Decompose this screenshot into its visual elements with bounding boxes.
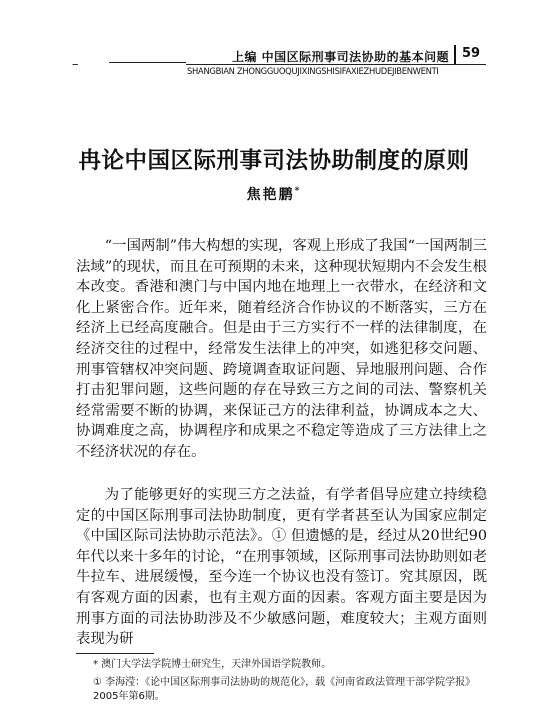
paragraph-text: “一国两制”伟大构想的实现，客观上形成了我国“一国两制三法域”的现状，而且在可预期的未来，这种现状短期内不会发生根本改变。香港和澳门与中国内地在地理上一衣带水，在经济和文化上紧密合作。近年来，随着经济合作协议的不断落实，三方在经济上已经高度融合。但是由于三方实行不一样的法律制度，在经济交往的过程中，经常发生法律上的冲突，如逃犯移交问题、刑事管辖权冲突问题、跨境调查取证问题、异地服刑问题、合作打击犯罪问题，这些问题的存在导致三方之间的司法、警察机关经常需要不断的协调，来保证己方的法律利益，协调成本之大、协调难度之高，协调程序和成果之不稳定等造成了三方法律上之不经济状况的存在。 bbox=[76, 238, 487, 460]
page-number: 59 bbox=[462, 46, 481, 61]
author-name: 焦艳鹏 bbox=[246, 187, 295, 203]
paragraph-text: 为了能够更好的实现三方之法益，有学者倡导应建立持续稳定的中国区际刑事司法协助制度，更有学者甚至认为国家应制定《中国区际司法协助示范法》。① 但遗憾的是，经过从20世纪90年代以来十多年的讨论，“在刑事领域，区际刑事司法协助则如老牛拉车、进展缓慢，至今连一个协议也没有签订。究其原因，既有客观方面的因素，也有主观方面的因素。客观方面主要是因为刑事方面的司法协助涉及不少敏感问题，难度较大；主观方面则表现为研 bbox=[76, 487, 487, 648]
footnote-1: ① 李海滢：《论中国区际刑事司法协助的规范化》，载《河南省政法管理干部学院学报》2005年第6期。 bbox=[93, 677, 476, 702]
body-paragraph-2 bbox=[76, 485, 487, 650]
footnote-rule bbox=[76, 653, 154, 654]
footnote-author: * 澳门大学法学院博士研究生，天津外国语学院教师。 bbox=[93, 659, 332, 670]
header-title: 上编 中国区际刑事司法协助的基本问题 bbox=[232, 50, 450, 64]
header-divider bbox=[454, 45, 456, 64]
author-line bbox=[0, 184, 548, 204]
header-pinyin: SHANGBIAN ZHONGGUOQUJIXINGSHISIFAXIEZHUDEJIBENWENTI bbox=[187, 66, 439, 76]
header-dash: – bbox=[72, 57, 79, 72]
article-title: 冉论中国区际刑事司法协助制度的原则 bbox=[78, 148, 470, 174]
author-footnote-mark: * bbox=[294, 186, 302, 197]
header-rule bbox=[186, 64, 486, 65]
header-rule-left bbox=[109, 62, 186, 63]
body-paragraph-1 bbox=[76, 236, 487, 463]
